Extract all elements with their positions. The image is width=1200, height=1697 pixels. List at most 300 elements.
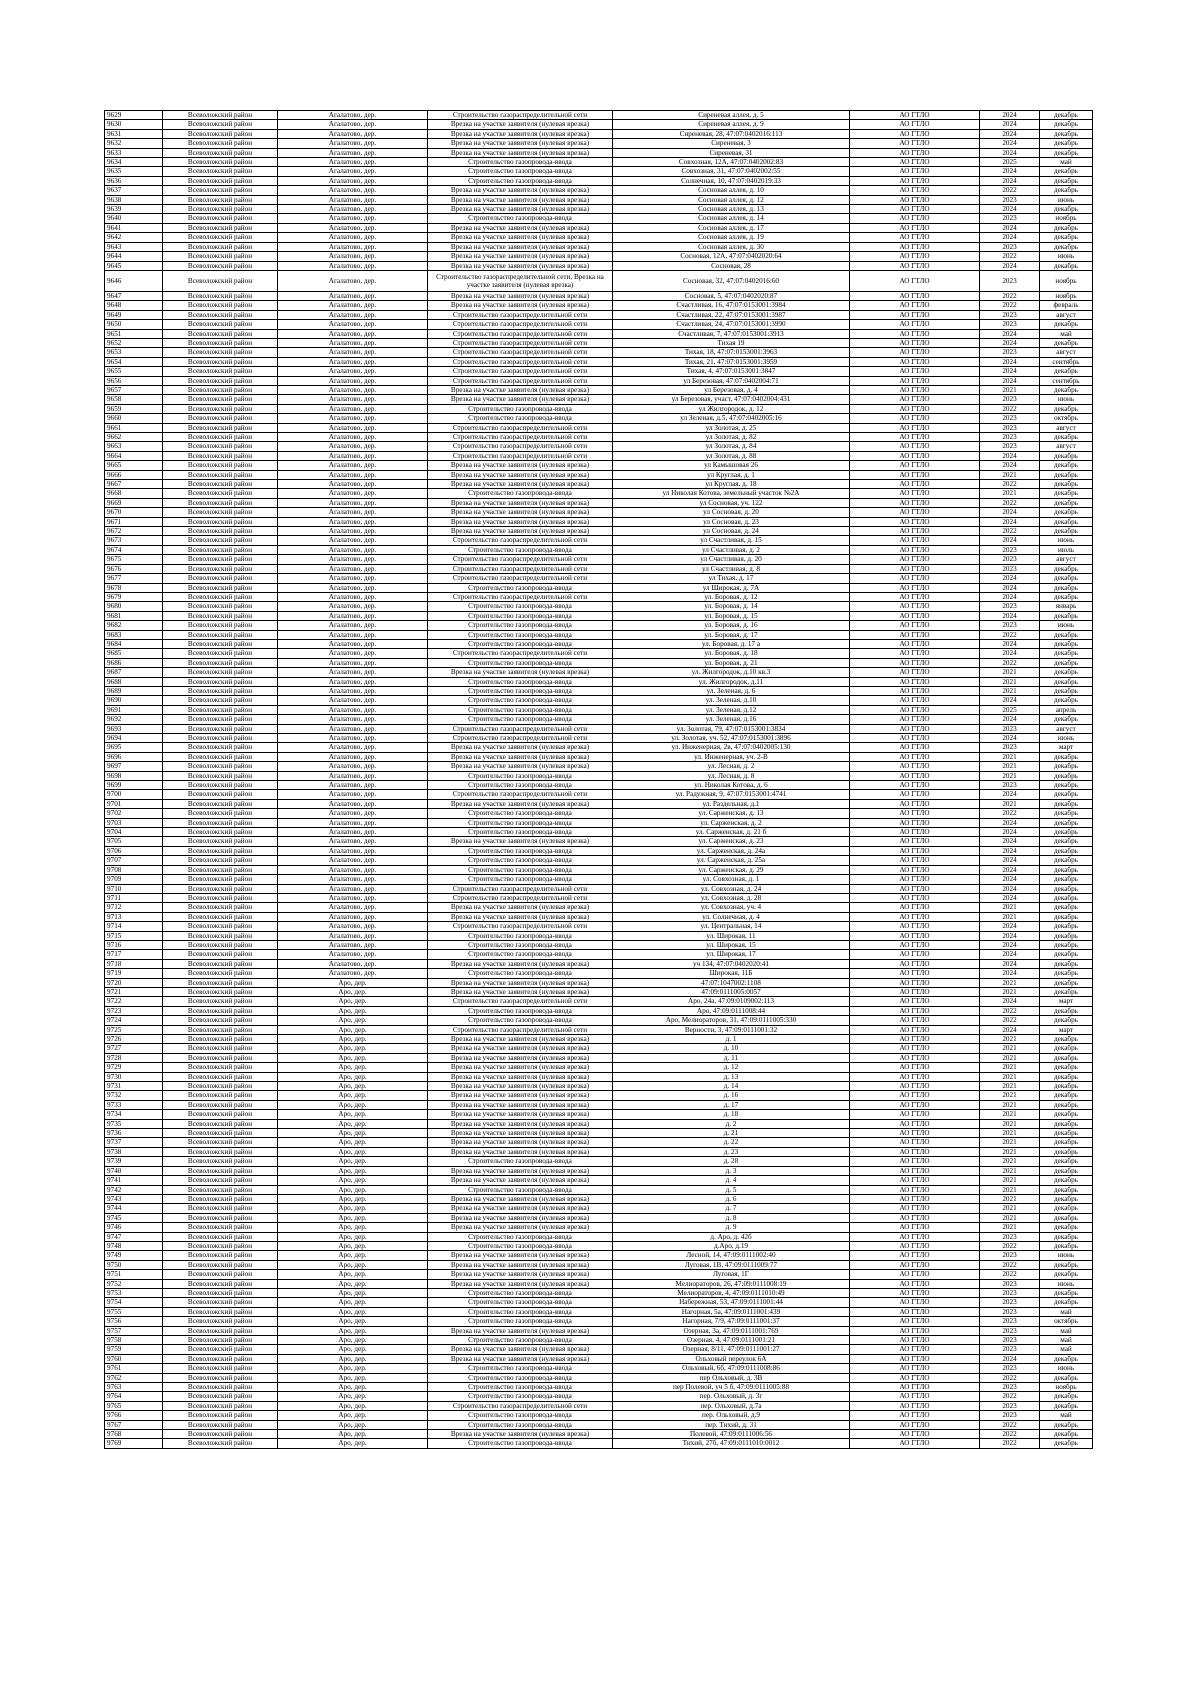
address-cell: пер. Ольховый, д.7а — [613, 1401, 850, 1410]
locality-cell: Агалатово, дер. — [278, 129, 428, 138]
work-type-cell: Строительство газораспределительной сети — [428, 592, 613, 601]
year-cell: 2023 — [980, 270, 1040, 291]
work-type-cell: Врезка на участке заявителя (нулевая врезка) — [428, 527, 613, 536]
work-type-cell: Строительство газораспределительной сети — [428, 922, 613, 931]
row-number-cell: 9654 — [105, 357, 163, 366]
month-cell: декабрь — [1040, 385, 1093, 394]
table-row — [105, 884, 1093, 893]
district-cell: Всеволожский район — [163, 611, 278, 620]
row-number-cell: 9747 — [105, 1232, 163, 1241]
locality-cell: Агалатово, дер. — [278, 762, 428, 771]
month-cell: декабрь — [1040, 1430, 1093, 1439]
year-cell: 2024 — [980, 357, 1040, 366]
address-cell: ул Счастливая, д. 20 — [613, 555, 850, 564]
organization-cell: АО ГТЛО — [850, 1420, 980, 1429]
row-number-cell: 9679 — [105, 592, 163, 601]
address-cell: ул Круглая, д. 18 — [613, 480, 850, 489]
organization-cell: АО ГТЛО — [850, 959, 980, 968]
row-number-cell: 9696 — [105, 752, 163, 761]
work-type-cell: Врезка на участке заявителя (нулевая врезка) — [428, 120, 613, 129]
year-cell: 2024 — [980, 1354, 1040, 1363]
row-number-cell: 9767 — [105, 1420, 163, 1429]
row-number-cell: 9759 — [105, 1345, 163, 1354]
address-cell: ул. Зеленая, д.10 — [613, 696, 850, 705]
table-row — [105, 348, 1093, 357]
month-cell: декабрь — [1040, 1110, 1093, 1119]
address-cell: ул. Раздельная, д.1 — [613, 799, 850, 808]
locality-cell: Агалатово, дер. — [278, 846, 428, 855]
organization-cell: АО ГТЛО — [850, 639, 980, 648]
district-cell: Всеволожский район — [163, 752, 278, 761]
year-cell: 2021 — [980, 1147, 1040, 1156]
address-cell: Сиреневая, 3 — [613, 139, 850, 148]
address-cell: ул. Инженерная, 2в, 47:07:0402005:130 — [613, 743, 850, 752]
work-type-cell: Врезка на участке заявителя (нулевая врезка) — [428, 1100, 613, 1109]
row-number-cell: 9714 — [105, 922, 163, 931]
month-cell: март — [1040, 743, 1093, 752]
address-cell: ул. Золотая, уч. 52, 47:07:0153001:3896 — [613, 734, 850, 743]
table-row — [105, 1091, 1093, 1100]
district-cell: Всеволожский район — [163, 865, 278, 874]
month-cell: май — [1040, 1307, 1093, 1316]
row-number-cell: 9643 — [105, 242, 163, 251]
locality-cell: Агалатово, дер. — [278, 357, 428, 366]
organization-cell: АО ГТЛО — [850, 630, 980, 639]
district-cell: Всеволожский район — [163, 1213, 278, 1222]
year-cell: 2021 — [980, 1138, 1040, 1147]
address-cell: Тихая 19 — [613, 338, 850, 347]
locality-cell: Агалатово, дер. — [278, 574, 428, 583]
organization-cell: АО ГТЛО — [850, 922, 980, 931]
organization-cell: АО ГТЛО — [850, 1204, 980, 1213]
address-cell: Сосновая, 12А, 47:07:0402020:64 — [613, 252, 850, 261]
table-row — [105, 950, 1093, 959]
table-row — [105, 433, 1093, 442]
table-row — [105, 583, 1093, 592]
work-type-cell: Строительство газопровода-ввода — [428, 677, 613, 686]
work-type-cell: Строительство газопровода-ввода — [428, 658, 613, 667]
district-cell: Всеволожский район — [163, 724, 278, 733]
year-cell: 2024 — [980, 931, 1040, 940]
table-row — [105, 186, 1093, 195]
organization-cell: АО ГТЛО — [850, 649, 980, 658]
year-cell: 2024 — [980, 461, 1040, 470]
work-type-cell: Врезка на участке заявителя (нулевая врезка) — [428, 1345, 613, 1354]
locality-cell: Аро, дер. — [278, 1129, 428, 1138]
year-cell: 2021 — [980, 1072, 1040, 1081]
table-row — [105, 555, 1093, 564]
district-cell: Всеволожский район — [163, 167, 278, 176]
row-number-cell: 9666 — [105, 470, 163, 479]
district-cell: Всеволожский район — [163, 1035, 278, 1044]
address-cell: Нагорная, 5а, 47:09:0111001:439 — [613, 1307, 850, 1316]
organization-cell: АО ГТЛО — [850, 903, 980, 912]
work-type-cell: Строительство газораспределительной сети — [428, 1401, 613, 1410]
row-number-cell: 9743 — [105, 1194, 163, 1203]
work-type-cell: Строительство газопровода-ввода — [428, 1392, 613, 1401]
month-cell: декабрь — [1040, 1063, 1093, 1072]
district-cell: Всеволожский район — [163, 508, 278, 517]
row-number-cell: 9734 — [105, 1110, 163, 1119]
address-cell: ул. Зеленая, д.12 — [613, 705, 850, 714]
year-cell: 2024 — [980, 856, 1040, 865]
locality-cell: Агалатово, дер. — [278, 621, 428, 630]
district-cell: Всеволожский район — [163, 828, 278, 837]
month-cell: декабрь — [1040, 1166, 1093, 1175]
locality-cell: Агалатово, дер. — [278, 922, 428, 931]
work-type-cell: Строительство газораспределительной сети, Врезка на участке заявителя (нулевая врезка) — [428, 270, 613, 291]
table-row — [105, 1129, 1093, 1138]
table-row — [105, 1420, 1093, 1429]
district-cell: Всеволожский район — [163, 480, 278, 489]
year-cell: 2021 — [980, 978, 1040, 987]
locality-cell: Аро, дер. — [278, 1176, 428, 1185]
work-type-cell: Строительство газораспределительной сети — [428, 376, 613, 385]
district-cell: Всеволожский район — [163, 1354, 278, 1363]
organization-cell: АО ГТЛО — [850, 1411, 980, 1420]
table-row — [105, 242, 1093, 251]
address-cell: ул. Жилгородок, д.11 — [613, 677, 850, 686]
table-row — [105, 320, 1093, 329]
row-number-cell: 9766 — [105, 1411, 163, 1420]
table-row — [105, 649, 1093, 658]
table-row — [105, 809, 1093, 818]
work-type-cell: Строительство газопровода-ввода — [428, 1439, 613, 1448]
address-cell: ул Счастливая, д. 15 — [613, 536, 850, 545]
locality-cell: Агалатово, дер. — [278, 517, 428, 526]
row-number-cell: 9709 — [105, 875, 163, 884]
work-type-cell: Строительство газопровода-ввода — [428, 705, 613, 714]
month-cell: октябрь — [1040, 414, 1093, 423]
row-number-cell: 9701 — [105, 799, 163, 808]
organization-cell: АО ГТЛО — [850, 1279, 980, 1288]
month-cell: декабрь — [1040, 1354, 1093, 1363]
address-cell: ул. Боровая, д. 21 — [613, 658, 850, 667]
address-cell: д. 4 — [613, 1176, 850, 1185]
organization-cell: АО ГТЛО — [850, 470, 980, 479]
table-row — [105, 357, 1093, 366]
month-cell: декабрь — [1040, 649, 1093, 658]
district-cell: Всеволожский район — [163, 261, 278, 270]
district-cell: Всеволожский район — [163, 148, 278, 157]
work-type-cell: Строительство газопровода-ввода — [428, 940, 613, 949]
address-cell: ул. Боровая, д. 14 — [613, 602, 850, 611]
organization-cell: АО ГТЛО — [850, 677, 980, 686]
table-row — [105, 252, 1093, 261]
locality-cell: Аро, дер. — [278, 1288, 428, 1297]
work-type-cell: Строительство газопровода-ввода — [428, 583, 613, 592]
locality-cell: Аро, дер. — [278, 1082, 428, 1091]
month-cell: декабрь — [1040, 404, 1093, 413]
locality-cell: Агалатово, дер. — [278, 186, 428, 195]
table-row — [105, 922, 1093, 931]
district-cell: Всеволожский район — [163, 348, 278, 357]
work-type-cell: Строительство газораспределительной сети — [428, 734, 613, 743]
address-cell: д. 3 — [613, 1166, 850, 1175]
table-row — [105, 1213, 1093, 1222]
work-type-cell: Строительство газопровода-ввода — [428, 1373, 613, 1382]
locality-cell: Агалатово, дер. — [278, 912, 428, 921]
month-cell: декабрь — [1040, 242, 1093, 251]
locality-cell: Аро, дер. — [278, 1138, 428, 1147]
address-cell: ул. Боровая, д. 18 — [613, 649, 850, 658]
row-number-cell: 9670 — [105, 508, 163, 517]
work-type-cell: Строительство газораспределительной сети — [428, 357, 613, 366]
locality-cell: Агалатово, дер. — [278, 329, 428, 338]
table-row — [105, 1025, 1093, 1034]
year-cell: 2024 — [980, 508, 1040, 517]
locality-cell: Агалатово, дер. — [278, 564, 428, 573]
month-cell: декабрь — [1040, 1241, 1093, 1250]
row-number-cell: 9746 — [105, 1223, 163, 1232]
district-cell: Всеволожский район — [163, 555, 278, 564]
organization-cell: АО ГТЛО — [850, 423, 980, 432]
work-type-cell: Врезка на участке заявителя (нулевая врезка) — [428, 1035, 613, 1044]
month-cell: декабрь — [1040, 480, 1093, 489]
year-cell: 2022 — [980, 809, 1040, 818]
year-cell: 2023 — [980, 242, 1040, 251]
address-cell: Сосновая аллея, д. 30 — [613, 242, 850, 251]
organization-cell: АО ГТЛО — [850, 433, 980, 442]
organization-cell: АО ГТЛО — [850, 214, 980, 223]
organization-cell: АО ГТЛО — [850, 1053, 980, 1062]
locality-cell: Аро, дер. — [278, 1345, 428, 1354]
address-cell: ул Золотая, д. 88 — [613, 451, 850, 460]
locality-cell: Аро, дер. — [278, 1157, 428, 1166]
year-cell: 2024 — [980, 846, 1040, 855]
month-cell: декабрь — [1040, 451, 1093, 460]
table-row — [105, 376, 1093, 385]
work-type-cell: Врезка на участке заявителя (нулевая врезка) — [428, 1138, 613, 1147]
table-row — [105, 752, 1093, 761]
locality-cell: Агалатово, дер. — [278, 639, 428, 648]
organization-cell: АО ГТЛО — [850, 1176, 980, 1185]
organization-cell: АО ГТЛО — [850, 621, 980, 630]
year-cell: 2023 — [980, 310, 1040, 319]
month-cell: декабрь — [1040, 320, 1093, 329]
district-cell: Всеволожский район — [163, 1270, 278, 1279]
locality-cell: Аро, дер. — [278, 1213, 428, 1222]
work-type-cell: Врезка на участке заявителя (нулевая врезка) — [428, 912, 613, 921]
table-row — [105, 668, 1093, 677]
year-cell: 2023 — [980, 442, 1040, 451]
address-cell: ул Жилгородок, д. 12 — [613, 404, 850, 413]
district-cell: Всеволожский район — [163, 987, 278, 996]
locality-cell: Агалатово, дер. — [278, 931, 428, 940]
table-row — [105, 1063, 1093, 1072]
work-type-cell: Строительство газораспределительной сети — [428, 564, 613, 573]
work-type-cell: Строительство газопровода-ввода — [428, 1383, 613, 1392]
district-cell: Всеволожский район — [163, 912, 278, 921]
row-number-cell: 9641 — [105, 223, 163, 232]
year-cell: 2024 — [980, 148, 1040, 157]
work-type-cell: Врезка на участке заявителя (нулевая врезка) — [428, 498, 613, 507]
organization-cell: АО ГТЛО — [850, 771, 980, 780]
table-row — [105, 442, 1093, 451]
table-row — [105, 743, 1093, 752]
row-number-cell: 9635 — [105, 167, 163, 176]
work-type-cell: Строительство газораспределительной сети — [428, 649, 613, 658]
district-cell: Всеволожский район — [163, 1138, 278, 1147]
year-cell: 2023 — [980, 1288, 1040, 1297]
locality-cell: Аро, дер. — [278, 1307, 428, 1316]
locality-cell: Агалатово, дер. — [278, 205, 428, 214]
row-number-cell: 9758 — [105, 1336, 163, 1345]
work-type-cell: Строительство газопровода-ввода — [428, 611, 613, 620]
year-cell: 2021 — [980, 1176, 1040, 1185]
work-type-cell: Строительство газопровода-ввода — [428, 176, 613, 185]
district-cell: Всеволожский район — [163, 686, 278, 695]
locality-cell: Агалатово, дер. — [278, 111, 428, 120]
address-cell: ул. Совхозная, д. 24 — [613, 884, 850, 893]
table-row — [105, 385, 1093, 394]
row-number-cell: 9726 — [105, 1035, 163, 1044]
year-cell: 2023 — [980, 564, 1040, 573]
table-row — [105, 176, 1093, 185]
row-number-cell: 9752 — [105, 1279, 163, 1288]
work-type-cell: Врезка на участке заявителя (нулевая врезка) — [428, 242, 613, 251]
year-cell: 2023 — [980, 602, 1040, 611]
organization-cell: АО ГТЛО — [850, 139, 980, 148]
locality-cell: Агалатово, дер. — [278, 252, 428, 261]
locality-cell: Агалатово, дер. — [278, 320, 428, 329]
locality-cell: Агалатово, дер. — [278, 837, 428, 846]
locality-cell: Аро, дер. — [278, 1298, 428, 1307]
district-cell: Всеволожский район — [163, 997, 278, 1006]
table-row — [105, 395, 1093, 404]
district-cell: Всеволожский район — [163, 903, 278, 912]
address-cell: Сосновая, 32, 47:07:0402016:60 — [613, 270, 850, 291]
table-row — [105, 545, 1093, 554]
month-cell: июнь — [1040, 1251, 1093, 1260]
table-row — [105, 120, 1093, 129]
locality-cell: Агалатово, дер. — [278, 828, 428, 837]
table-row — [105, 1364, 1093, 1373]
district-cell: Всеволожский район — [163, 1223, 278, 1232]
locality-cell: Аро, дер. — [278, 1260, 428, 1269]
row-number-cell: 9694 — [105, 734, 163, 743]
month-cell: декабрь — [1040, 630, 1093, 639]
row-number-cell: 9724 — [105, 1016, 163, 1025]
district-cell: Всеволожский район — [163, 564, 278, 573]
locality-cell: Агалатово, дер. — [278, 310, 428, 319]
table-row — [105, 158, 1093, 167]
row-number-cell: 9718 — [105, 959, 163, 968]
district-cell: Всеволожский район — [163, 893, 278, 902]
month-cell: декабрь — [1040, 111, 1093, 120]
work-type-cell: Строительство газопровода-ввода — [428, 1411, 613, 1420]
year-cell: 2024 — [980, 176, 1040, 185]
locality-cell: Агалатово, дер. — [278, 233, 428, 242]
locality-cell: Агалатово, дер. — [278, 176, 428, 185]
address-cell: ул Широкая, д. 7А — [613, 583, 850, 592]
organization-cell: АО ГТЛО — [850, 1035, 980, 1044]
locality-cell: Агалатово, дер. — [278, 884, 428, 893]
month-cell: декабрь — [1040, 856, 1093, 865]
year-cell: 2022 — [980, 291, 1040, 300]
year-cell: 2021 — [980, 1223, 1040, 1232]
address-cell: д. 16 — [613, 1091, 850, 1100]
address-cell: д. 10 — [613, 1044, 850, 1053]
year-cell: 2021 — [980, 1063, 1040, 1072]
row-number-cell: 9738 — [105, 1147, 163, 1156]
locality-cell: Агалатово, дер. — [278, 242, 428, 251]
table-row — [105, 621, 1093, 630]
district-cell: Всеволожский район — [163, 677, 278, 686]
row-number-cell: 9713 — [105, 912, 163, 921]
organization-cell: АО ГТЛО — [850, 1044, 980, 1053]
table-row — [105, 461, 1093, 470]
work-type-cell: Строительство газопровода-ввода — [428, 1307, 613, 1316]
row-number-cell: 9661 — [105, 423, 163, 432]
district-cell: Всеволожский район — [163, 940, 278, 949]
table-row — [105, 987, 1093, 996]
month-cell: декабрь — [1040, 959, 1093, 968]
work-type-cell: Врезка на участке заявителя (нулевая врезка) — [428, 252, 613, 261]
row-number-cell: 9761 — [105, 1364, 163, 1373]
month-cell: август — [1040, 310, 1093, 319]
work-type-cell: Строительство газопровода-ввода — [428, 1288, 613, 1297]
work-type-cell: Строительство газопровода-ввода — [428, 828, 613, 837]
work-type-cell: Врезка на участке заявителя (нулевая врезка) — [428, 1279, 613, 1288]
year-cell: 2024 — [980, 536, 1040, 545]
work-type-cell: Врезка на участке заявителя (нулевая врезка) — [428, 1053, 613, 1062]
address-cell: д. 5 — [613, 1185, 850, 1194]
locality-cell: Агалатово, дер. — [278, 442, 428, 451]
row-number-cell: 9727 — [105, 1044, 163, 1053]
district-cell: Всеволожский район — [163, 498, 278, 507]
organization-cell: АО ГТЛО — [850, 1383, 980, 1392]
table-row — [105, 715, 1093, 724]
district-cell: Всеволожский район — [163, 310, 278, 319]
year-cell: 2023 — [980, 1298, 1040, 1307]
locality-cell: Аро, дер. — [278, 1430, 428, 1439]
work-type-cell: Врезка на участке заявителя (нулевая врезка) — [428, 395, 613, 404]
row-number-cell: 9665 — [105, 461, 163, 470]
month-cell: декабрь — [1040, 846, 1093, 855]
district-cell: Всеволожский район — [163, 1176, 278, 1185]
row-number-cell: 9703 — [105, 818, 163, 827]
address-cell: д. 11 — [613, 1053, 850, 1062]
district-cell: Всеволожский район — [163, 931, 278, 940]
month-cell: август — [1040, 348, 1093, 357]
row-number-cell: 9688 — [105, 677, 163, 686]
district-cell: Всеволожский район — [163, 1439, 278, 1448]
address-cell: д. 23 — [613, 1147, 850, 1156]
district-cell: Всеволожский район — [163, 1401, 278, 1410]
month-cell: декабрь — [1040, 470, 1093, 479]
row-number-cell: 9699 — [105, 781, 163, 790]
row-number-cell: 9656 — [105, 376, 163, 385]
year-cell: 2022 — [980, 480, 1040, 489]
address-cell: ул. Совхозная, д. 1 — [613, 875, 850, 884]
month-cell: декабрь — [1040, 611, 1093, 620]
table-row — [105, 931, 1093, 940]
month-cell: декабрь — [1040, 987, 1093, 996]
row-number-cell: 9730 — [105, 1072, 163, 1081]
work-type-cell: Строительство газопровода-ввода — [428, 969, 613, 978]
year-cell: 2023 — [980, 1336, 1040, 1345]
locality-cell: Агалатово, дер. — [278, 686, 428, 695]
address-cell: ул Николая Котова, земельный участок №2А — [613, 489, 850, 498]
table-row — [105, 875, 1093, 884]
district-cell: Всеволожский район — [163, 357, 278, 366]
row-number-cell: 9754 — [105, 1298, 163, 1307]
year-cell: 2022 — [980, 252, 1040, 261]
address-cell: ул. Зеленая, д. 6 — [613, 686, 850, 695]
table-row — [105, 781, 1093, 790]
table-row — [105, 291, 1093, 300]
